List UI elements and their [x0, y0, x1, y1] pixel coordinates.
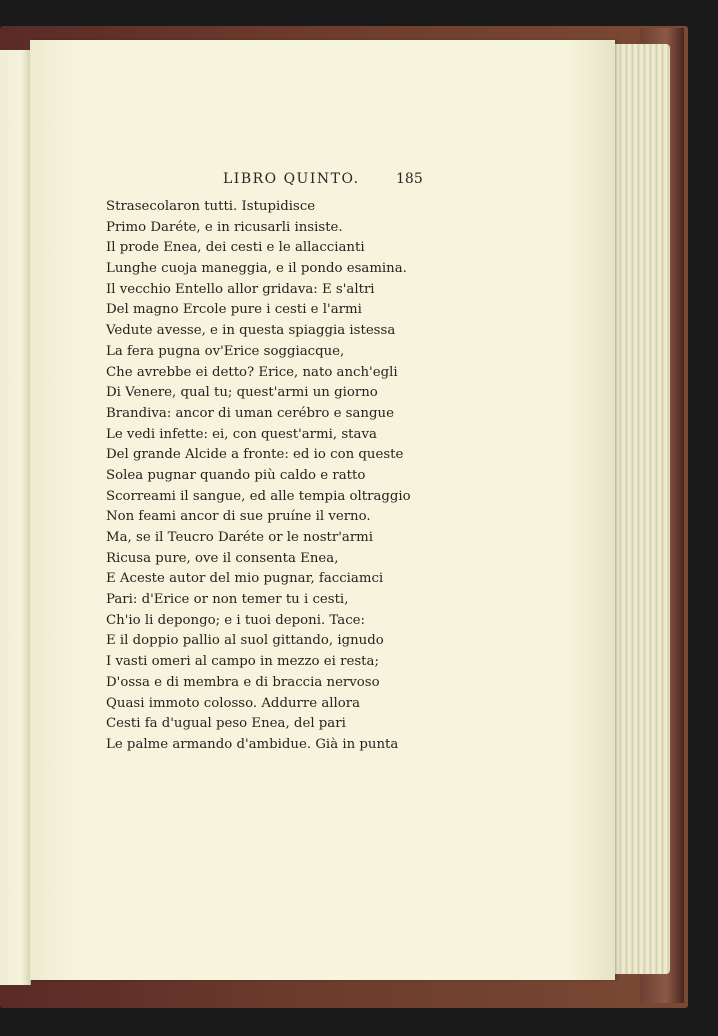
verse-line: Pari: d'Erice or non temer tu i cesti, [106, 592, 349, 608]
verse-line: Ricusa pure, ove il consenta Enea, [106, 550, 339, 566]
verse-line: Brandiva: ancor di uman cerébro e sangue [106, 405, 394, 421]
verse-line: Strasecolaron tutti. Istupidisce [106, 199, 316, 214]
verse-line: Del magno Ercole pure i cesti e l'armi [106, 302, 362, 318]
verse-line: Vedute avesse, e in questa spiaggia istessa [106, 323, 396, 339]
verse-line: Il vecchio Entello allor gridava: E s'altri [106, 281, 375, 297]
verse-line: Del grande Alcide a fronte: ed io con queste [106, 447, 404, 463]
verse-line: Che avrebbe ei detto? Erice, nato anch'egli [106, 364, 398, 380]
verse-line: D'ossa e di membra e di braccia nervoso [106, 674, 380, 690]
page-header [30, 171, 615, 193]
verse-list [106, 197, 411, 756]
verse-line: Ch'io li depongo; e i tuoi deponi. Tace: [106, 612, 365, 628]
verse-line: Le palme armando d'ambidue. Già in punta [106, 736, 399, 752]
verse-line: E Aceste autor del mio pugnar, facciamci [106, 571, 384, 587]
verse-line: Il prode Enea, dei cesti e le allaccianti [106, 240, 365, 256]
verse-line: Ma, se il Teucro Daréte or le nostr'armi [106, 530, 374, 545]
verse-line: Cesti fa d'ugual peso Enea, del pari [106, 716, 346, 732]
verse-line: Le vedi infette: ei, con quest'armi, stava [106, 426, 377, 442]
verse-line: Quasi immoto colosso. Addurre allora [106, 695, 361, 711]
verse-line: Non feami ancor di sue pruíne il verno. [106, 509, 371, 525]
verse-line: Di Venere, qual tu; quest'armi un giorno [106, 385, 378, 401]
book-page [30, 40, 615, 980]
running-title: LIBRO QUINTO. [223, 171, 360, 187]
verse-line: Scorreami il sangue, ed alle tempia oltraggio [106, 488, 411, 504]
verse-line: E il doppio pallio al suol gittando, ignudo [106, 633, 384, 649]
verse-line: I vasti omeri al campo in mezzo ei resta; [106, 654, 379, 670]
verse-line: Lunghe cuoja maneggia, e il pondo esamina. [106, 261, 407, 277]
verse-line: La fera pugna ov'Erice soggiacque, [106, 343, 345, 359]
verse-line: Solea pugnar quando più caldo e ratto [106, 467, 366, 483]
verse-line: Primo Daréte, e in ricusarli insiste. [106, 219, 343, 235]
page-number: 185 [396, 171, 423, 187]
facing-page-edge [0, 50, 31, 985]
